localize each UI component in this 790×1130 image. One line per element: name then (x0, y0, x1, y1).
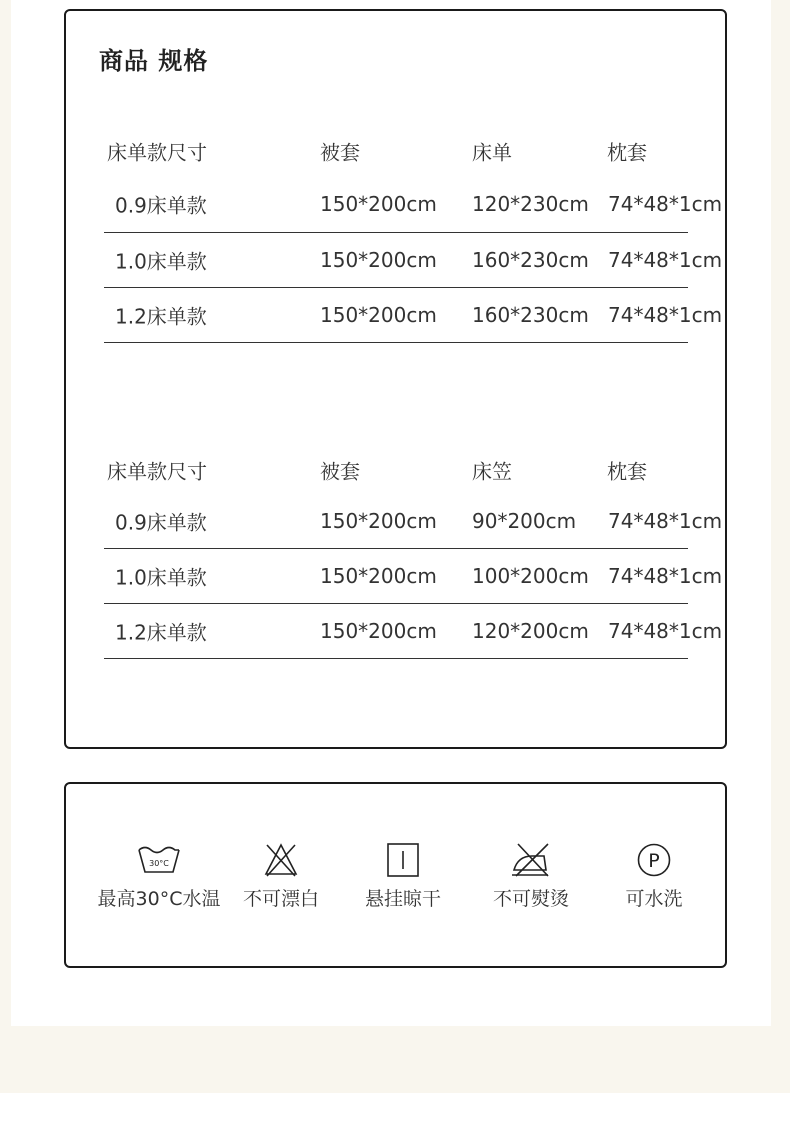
spec-card (64, 9, 727, 749)
spec-table-fitted (104, 448, 723, 659)
cell-fitted-sheet: 100*200cm (472, 564, 589, 588)
table-row (104, 604, 723, 659)
header-pillowcase: 枕套 (607, 140, 647, 165)
no-iron-icon (510, 842, 552, 878)
care-label: 不可漂白 (242, 888, 319, 910)
table-row (104, 494, 723, 549)
dry-clean-p-icon (636, 842, 672, 878)
cell-pillowcase: 74*48*1cm (608, 564, 723, 588)
cell-duvet: 150*200cm (320, 619, 437, 643)
table-row (104, 288, 723, 343)
care-item-iron (466, 842, 596, 911)
cell-fitted-sheet: 90*200cm (472, 509, 577, 533)
care-item-wash (94, 842, 224, 911)
header-size: 床单款尺寸 (107, 140, 207, 165)
care-item-dry (338, 842, 468, 911)
cell-sheet: 120*230cm (472, 191, 589, 216)
table-row (104, 175, 723, 233)
table-header (104, 448, 688, 494)
cell-duvet: 150*200cm (320, 303, 437, 327)
cell-size: 1.0床单款 (115, 565, 207, 590)
cell-duvet: 150*200cm (320, 564, 437, 588)
table-row (104, 549, 723, 604)
no-bleach-icon (263, 842, 299, 878)
cell-duvet: 150*200cm (320, 509, 437, 533)
cell-pillowcase: 74*48*1cm (608, 303, 723, 327)
cell-size: 0.9床单款 (115, 193, 207, 217)
wash-temp-text: 30°C (149, 859, 169, 868)
care-card (64, 782, 727, 968)
spec-table-sheet (104, 129, 723, 343)
table-row (104, 233, 723, 288)
spec-title: 商品 规格 (99, 47, 209, 75)
header-fitted-sheet: 床笠 (472, 459, 512, 484)
cell-sheet: 160*230cm (472, 303, 589, 327)
header-duvet: 被套 (320, 459, 360, 484)
hang-dry-icon (385, 842, 421, 878)
care-label: 悬挂晾干 (364, 888, 441, 910)
cell-size: 1.2床单款 (115, 304, 207, 329)
care-label: 最高30°C水温 (97, 888, 221, 910)
table-header (104, 129, 688, 175)
cell-duvet: 150*200cm (320, 248, 437, 272)
cell-pillowcase: 74*48*1cm (608, 509, 723, 533)
cell-pillowcase: 74*48*1cm (608, 619, 723, 643)
care-item-dryclean (589, 842, 719, 911)
header-sheet: 床单 (472, 140, 512, 165)
cell-duvet: 150*200cm (320, 191, 437, 216)
cell-pillowcase: 74*48*1cm (608, 191, 723, 216)
care-label: 可水洗 (625, 888, 683, 910)
cell-pillowcase: 74*48*1cm (608, 248, 723, 272)
cell-size: 1.0床单款 (115, 249, 207, 274)
cell-size: 0.9床单款 (115, 510, 207, 535)
dry-clean-letter: P (648, 850, 660, 872)
cell-sheet: 160*230cm (472, 248, 589, 272)
header-pillowcase: 枕套 (607, 459, 647, 484)
cell-size: 1.2床单款 (115, 620, 207, 645)
care-label: 不可熨烫 (492, 888, 569, 910)
header-duvet: 被套 (320, 140, 360, 165)
care-item-bleach (216, 842, 346, 911)
cell-fitted-sheet: 120*200cm (472, 619, 589, 643)
wash-30-icon (135, 842, 183, 878)
header-size: 床单款尺寸 (107, 459, 207, 484)
